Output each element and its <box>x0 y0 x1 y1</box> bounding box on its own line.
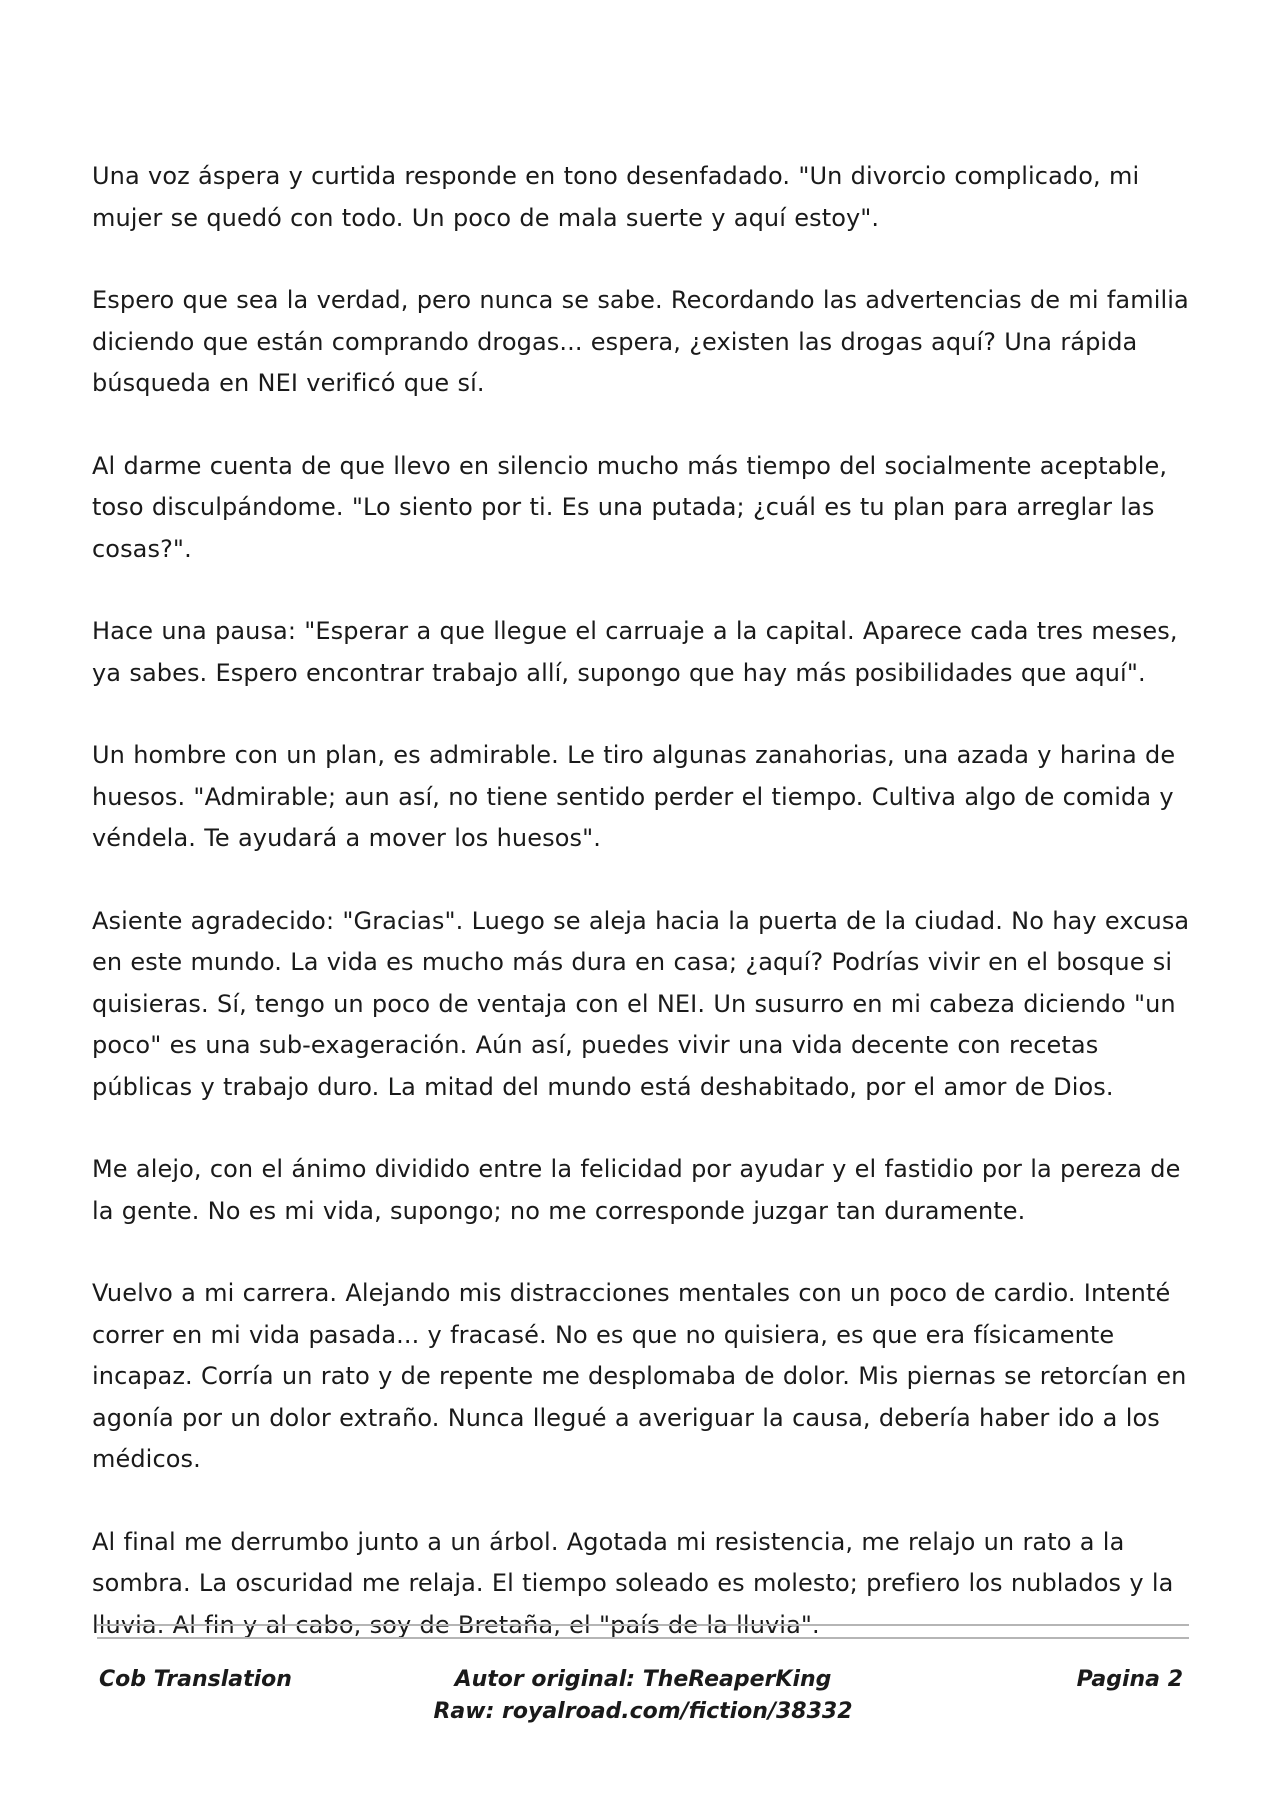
paragraph: Al darme cuenta de que llevo en silencio mucho más tiempo del socialmente aceptable, toso disculpándome. "Lo siento por ti. Es una putada; ¿cuál es tu plan para arreglar las cosas?". <box>92 451 1168 563</box>
footer-translator: Cob Translation <box>99 1667 292 1692</box>
paragraph: Hace una pausa: "Esperar a que llegue el carruaje a la capital. Aparece cada tres meses, ya sabes. Espero encontrar trabajo allí, supongo que hay más posibilidades que aquí". <box>92 617 1178 687</box>
paragraph: Vuelvo a mi carrera. Alejando mis distracciones mentales con un poco de cardio. Intenté correr en mi vida pasada... y fracasé. No es que no quisiera, es que era físicamente incapaz. Corría un rato y de repente me desplomaba de dolor. Mis piernas se retorcían en agonía por un dolor extraño. Nunca llegué a averiguar la causa, debería haber ido a los médicos. <box>92 1279 1187 1473</box>
footer-source: Raw: royalroad.com/fiction/38332 <box>433 1699 853 1724</box>
paragraph: Al final me derrumbo junto a un árbol. Agotada mi resistencia, me relajo un rato a la sombra. La oscuridad me relaja. El tiempo soleado es molesto; prefiero los nublados y la lluvia. Al fin y al cabo, soy de Bretaña, el "país de la lluvia". <box>92 1527 1174 1639</box>
paragraph: Un hombre con un plan, es admirable. Le tiro algunas zanahorias, una azada y harina de huesos. "Admirable; aun así, no tiene sentido perder el tiempo. Cultiva algo de comida y véndela. Te ayudará a mover los huesos". <box>92 741 1176 852</box>
footer-divider-bottom <box>97 1637 1189 1639</box>
footer-credits <box>97 1664 1189 1728</box>
paragraph: Espero que sea la verdad, pero nunca se sabe. Recordando las advertencias de mi familia diciendo que están comprando drogas... espera, ¿existen las drogas aquí? Una rápida búsqueda en NEI verificó que sí. <box>92 286 1189 397</box>
paragraph: Asiente agradecido: "Gracias". Luego se aleja hacia la puerta de la ciudad. No hay excusa en este mundo. La vida es mucho más dura en casa; ¿aquí? Podrías vivir en el bosque si quisieras. Sí, tengo un poco de ventaja con el NEI. Un susurro en mi cabeza diciendo "un poco" es una sub-exageración. Aún así, puedes vivir una vida decente con recetas públicas y trabajo duro. La mitad del mundo está deshabitado, por el amor de Dios. <box>92 906 1190 1101</box>
footer-divider-top <box>97 1624 1189 1626</box>
body-text <box>92 156 1202 1687</box>
paragraph: Me alejo, con el ánimo dividido entre la felicidad por ayudar y el fastidio por la pereza de la gente. No es mi vida, supongo; no me corresponde juzgar tan duramente. <box>92 1155 1181 1225</box>
footer-author: Autor original: TheReaperKing <box>454 1667 832 1692</box>
paragraph: Una voz áspera y curtida responde en tono desenfadado. "Un divorcio complicado, mi mujer se quedó con todo. Un poco de mala suerte y aquí estoy". <box>92 162 1140 232</box>
page-number: Pagina 2 <box>1076 1667 1183 1692</box>
